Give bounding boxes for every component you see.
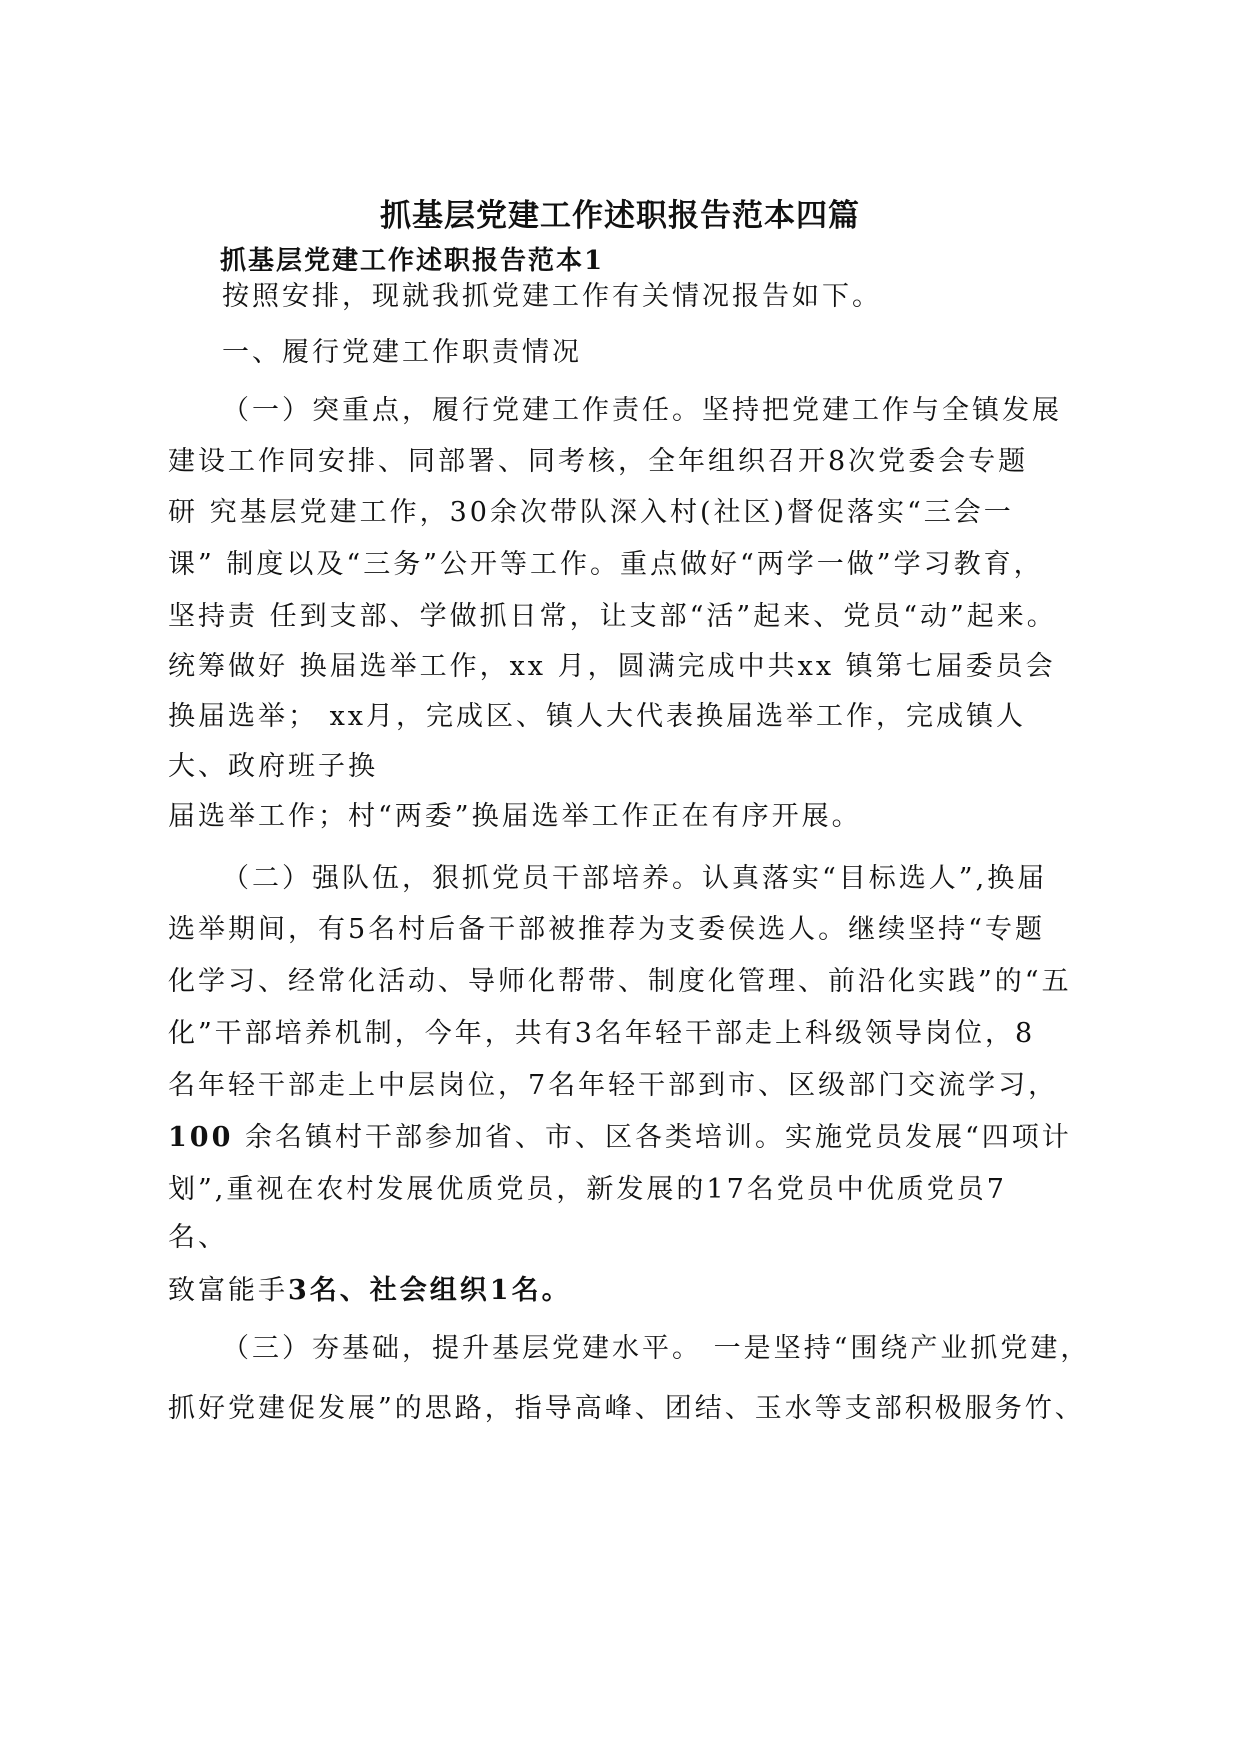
paragraph-line: 选举期间，有5名村后备干部被推荐为支委侯选人。继续坚持“专题 — [168, 914, 1045, 945]
paragraph-line: 致富能手3名、社会组织1名。 — [168, 1275, 572, 1306]
paragraph-line: 坚持责 任到支部、学做抓日常，让支部“活”起来、党员“动”起来。 — [168, 601, 1057, 632]
paragraph-line: （一）突重点，履行党建工作责任。坚持把党建工作与全镇发展 — [222, 395, 1062, 426]
section-subtitle: 抓基层党建工作述职报告范本1 — [220, 246, 605, 276]
bold-text: 3名、社会组织1名。 — [288, 1275, 572, 1306]
paragraph-line: 抓好党建促发展”的思路，指导高峰、团结、玉水等支部积极服务竹、 — [168, 1393, 1085, 1424]
document-title: 抓基层党建工作述职报告范本四篇 — [380, 198, 860, 234]
paragraph-line: 届选举工作；村“两委”换届选举工作正在有序开展。 — [168, 801, 862, 832]
paragraph-line: 名、 — [168, 1222, 228, 1253]
paragraph-line: 化学习、经常化活动、导师化帮带、制度化管理、前沿化实践”的“五 — [168, 966, 1072, 997]
paragraph-line: 一、履行党建工作职责情况 — [222, 337, 582, 368]
paragraph-line: 100 余名镇村干部参加省、市、区各类培训。实施党员发展“四项计 — [168, 1122, 1072, 1153]
paragraph-line: 化”干部培养机制，今年，共有3名年轻干部走上科级领导岗位，8 — [168, 1018, 1036, 1049]
paragraph-line: （二）强队伍，狠抓党员干部培养。认真落实“目标选人”,换届 — [222, 863, 1048, 894]
paragraph-line: 课” 制度以及“三务”公开等工作。重点做好“两学一做”学习教育， — [168, 549, 1044, 580]
paragraph-line: （三）夯基础，提升基层党建水平。 一是坚持“围绕产业抓党建， — [222, 1333, 1091, 1364]
paragraph-line: 划”,重视在农村发展优质党员，新发展的17名党员中优质党员7 — [168, 1174, 1007, 1205]
paragraph-line: 统筹做好 换届选举工作，xx 月，圆满完成中共xx 镇第七届委员会 — [168, 651, 1056, 682]
paragraph-line: 名年轻干部走上中层岗位，7名年轻干部到市、区级部门交流学习， — [168, 1070, 1059, 1101]
bold-number: 100 — [168, 1122, 234, 1153]
paragraph-line: 研 究基层党建工作，30余次带队深入村(社区)督促落实“三会一 — [168, 497, 1014, 528]
paragraph-line: 按照安排，现就我抓党建工作有关情况报告如下。 — [222, 281, 882, 312]
paragraph-line: 建设工作同安排、同部署、同考核，全年组织召开8次党委会专题 — [168, 446, 1029, 477]
paragraph-line: 换届选举； xx月，完成区、镇人大代表换届选举工作，完成镇人 — [168, 701, 1027, 732]
paragraph-line: 大、政府班子换 — [168, 751, 378, 782]
